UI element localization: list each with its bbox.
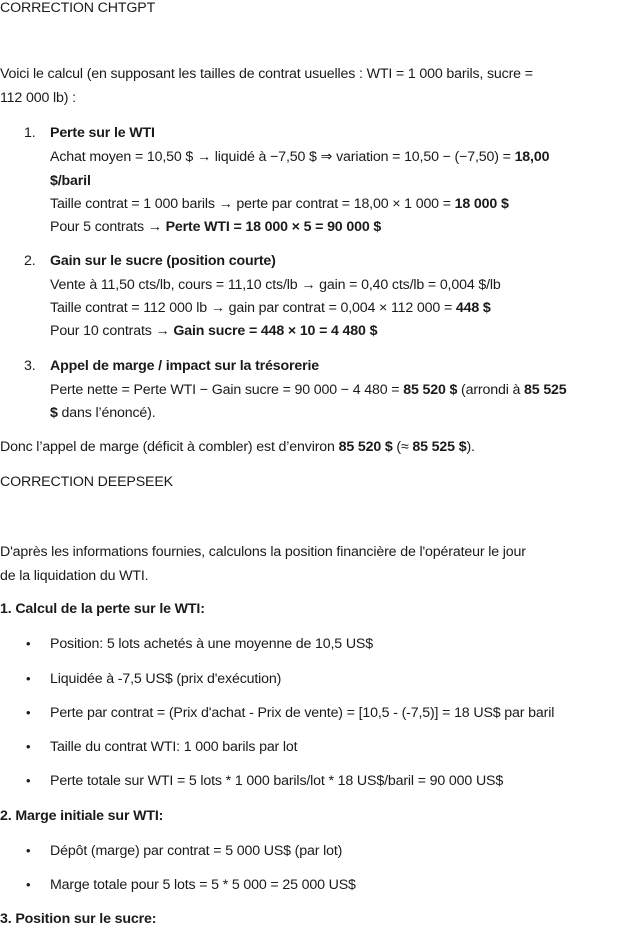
bullet-icon: • (26, 705, 31, 720)
item-3-line-1: Perte nette = Perte WTI − Gain sucre = 90 000 − 4 480 = 85 520 $ (arrondi à 85 525 (50, 382, 567, 398)
bullet-icon: • (26, 877, 31, 892)
item-1-number: 1. (24, 125, 36, 141)
item-3-line-2: $ dans l’énoncé). (50, 405, 156, 421)
item-2-line-3: Pour 10 contrats → Gain sucre = 448 × 10 = 4 480 $ (50, 323, 378, 339)
section-3-title: 3. Position sur le sucre: (0, 911, 157, 927)
item-2-title: Gain sur le sucre (position courte) (50, 253, 276, 269)
item-1-line-3: Taille contrat = 1 000 barils → perte par contrat = 18,00 × 1 000 = 18 000 $ (50, 196, 509, 212)
item-1-line-4: Pour 5 contrats → Perte WTI = 18 000 × 5 = 90 000 $ (50, 219, 382, 235)
section-1-item: Perte par contrat = (Prix d'achat - Prix de vente) = [10,5 - (-7,5)] = 18 US$ par baril (50, 705, 555, 721)
item-3-title: Appel de marge / impact sur la trésorerie (50, 358, 320, 374)
chatgpt-conclusion: Donc l’appel de marge (déficit à combler) est d’environ 85 520 $ (≈ 85 525 $). (0, 439, 475, 455)
bullet-icon: • (26, 636, 31, 651)
section-2-title: 2. Marge initiale sur WTI: (0, 808, 164, 824)
item-2-line-2: Taille contrat = 112 000 lb → gain par contrat = 0,004 × 112 000 = 448 $ (50, 300, 491, 316)
section-1-item: Perte totale sur WTI = 5 lots * 1 000 barils/lot * 18 US$/baril = 90 000 US$ (50, 773, 504, 789)
bullet-icon: • (26, 739, 31, 754)
bullet-icon: • (26, 671, 31, 686)
section-1-item: Position: 5 lots achetés à une moyenne de 10,5 US$ (50, 636, 373, 652)
bullet-icon: • (26, 843, 31, 858)
bullet-icon: • (26, 773, 31, 788)
item-2-line-1: Vente à 11,50 cts/lb, cours = 11,10 cts/lb → gain = 0,40 cts/lb = 0,004 $/lb (50, 277, 501, 293)
section-1-item: Liquidée à -7,5 US$ (prix d'exécution) (50, 671, 282, 687)
section-2-item: Marge totale pour 5 lots = 5 * 5 000 = 25 000 US$ (50, 877, 356, 893)
deepseek-intro-line-2: de la liquidation du WTI. (0, 568, 149, 584)
deepseek-intro-line-1: D'après les informations fournies, calculons la position financière de l'opérateur le jour (0, 544, 526, 560)
section-2-item: Dépôt (marge) par contrat = 5 000 US$ (par lot) (50, 843, 343, 859)
item-1-line-2: $/baril (50, 173, 91, 189)
section-1-item: Taille du contrat WTI: 1 000 barils par lot (50, 739, 298, 755)
item-3-number: 3. (24, 358, 36, 374)
deepseek-heading: CORRECTION DEEPSEEK (0, 474, 173, 490)
chatgpt-intro-line-2: 112 000 lb) : (0, 90, 76, 106)
chatgpt-intro-line-1: Voici le calcul (en supposant les tailles de contrat usuelles : WTI = 1 000 barils, sucre = (0, 66, 533, 82)
item-1-line-1: Achat moyen = 10,50 $ → liquidé à −7,50 $ ⇒ variation = 10,50 − (−7,50) = 18,00 (50, 149, 550, 165)
chatgpt-heading: CORRECTION CHTGPT (0, 0, 156, 16)
section-1-title: 1. Calcul de la perte sur le WTI: (0, 601, 205, 617)
item-1-title: Perte sur le WTI (50, 125, 155, 141)
item-2-number: 2. (24, 253, 36, 269)
